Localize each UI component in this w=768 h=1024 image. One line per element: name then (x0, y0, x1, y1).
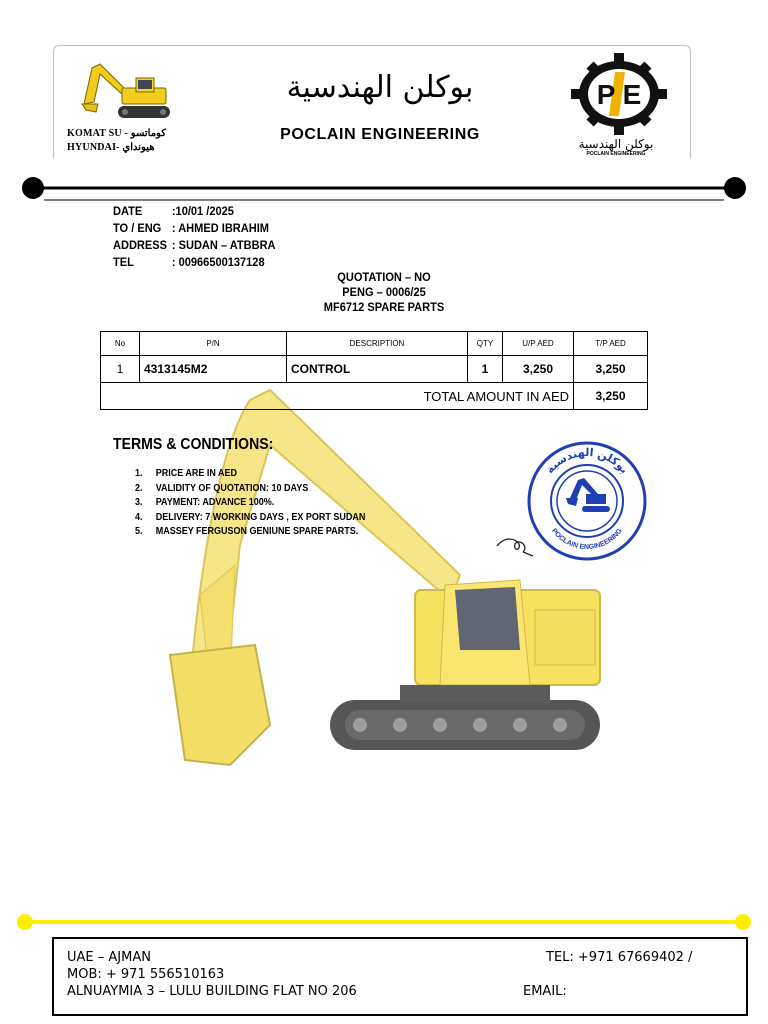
terms-list (135, 467, 391, 540)
tel-label: TEL (113, 255, 134, 269)
address-label: ADDRESS (113, 238, 167, 252)
address-value: : SUDAN – ATBBRA (171, 238, 276, 252)
footer-yellow-divider (16, 912, 752, 932)
items-table (100, 331, 648, 410)
col-pn: P/N (140, 332, 287, 356)
footer-location: UAE – AJMAN (67, 950, 151, 965)
brand-komatsu: KOMAT SU - كوماتسو (67, 128, 166, 139)
list-item: 5. MASSEY FERGUSON GENIUNE SPARE PARTS. (135, 526, 359, 537)
col-total-price: T/P AED (574, 332, 648, 356)
footer-address: ALNUAYMIA 3 – LULU BUILDING FLAT NO 206 (67, 984, 357, 999)
quotation-subject: MF6712 SPARE PARTS (323, 300, 445, 314)
quotation-heading (284, 270, 484, 315)
stamp-excavator-icon (566, 478, 610, 512)
terms-title: TERMS & CONDITIONS: (113, 436, 274, 453)
stamp-arabic-text: بوكلن الهندسية (543, 445, 631, 477)
row-unit-price: 3,250 (503, 356, 574, 383)
logo-english-caption: POCLAIN ENGINEERING (586, 151, 646, 157)
quotation-number: PENG – 0006/25 (342, 285, 426, 299)
footer-tel: TEL: +971 67669402 / (546, 950, 693, 965)
row-total-price: 3,250 (574, 356, 648, 383)
quotation-title: QUOTATION – NO (337, 270, 431, 284)
to-label: TO / ENG (113, 221, 162, 235)
footer-email: EMAIL: (523, 984, 567, 999)
total-value: 3,250 (574, 383, 648, 410)
recipient-info (113, 203, 290, 271)
logo-arabic-caption: بوكلن الهندسية (578, 137, 654, 151)
footer-mobile: MOB: + 971 556510163 (67, 967, 225, 982)
row-description: CONTROL (287, 356, 468, 383)
stamp-english-text: POCLAIN ENGINEERING (550, 527, 624, 552)
table-header-row (101, 332, 648, 356)
list-item: 1. PRICE ARE IN AED (135, 468, 238, 479)
table-row (101, 356, 648, 383)
col-unit-price: U/P AED (503, 332, 574, 356)
list-item: 4. DELIVERY: 7 WORKING DAYS , EX PORT SUDAN (135, 511, 366, 523)
company-arabic-name: بوكلن الهندسية (286, 70, 474, 105)
list-item: 2. VALIDITY OF QUOTATION: 10 DAYS (135, 482, 309, 494)
header-divider (20, 175, 750, 201)
tel-value: : 00966500137128 (171, 255, 265, 269)
footer-contact-box (52, 937, 748, 1016)
signature-scribble (493, 528, 553, 568)
row-qty: 1 (468, 356, 503, 383)
company-gear-logo-icon (565, 52, 673, 138)
total-row (101, 383, 648, 410)
date-value: :10/01 /2025 (171, 204, 234, 218)
total-label: TOTAL AMOUNT IN AED (101, 383, 574, 410)
list-item: 3. PAYMENT: ADVANCE 100%. (135, 497, 275, 508)
row-pn: 4313145M2 (140, 356, 287, 383)
row-no: 1 (101, 356, 140, 383)
logo-letters: P E (596, 79, 642, 110)
to-value: : AHMED IBRAHIM (171, 221, 269, 235)
col-no: No (101, 332, 140, 356)
company-english-name: POCLAIN ENGINEERING (280, 126, 480, 143)
date-label: DATE (113, 204, 143, 218)
excavator-logo-icon (78, 58, 174, 124)
col-description: DESCRIPTION (287, 332, 468, 356)
col-qty: QTY (468, 332, 503, 356)
brand-hyundai: HYUNDAI- هيونداي (67, 142, 155, 153)
